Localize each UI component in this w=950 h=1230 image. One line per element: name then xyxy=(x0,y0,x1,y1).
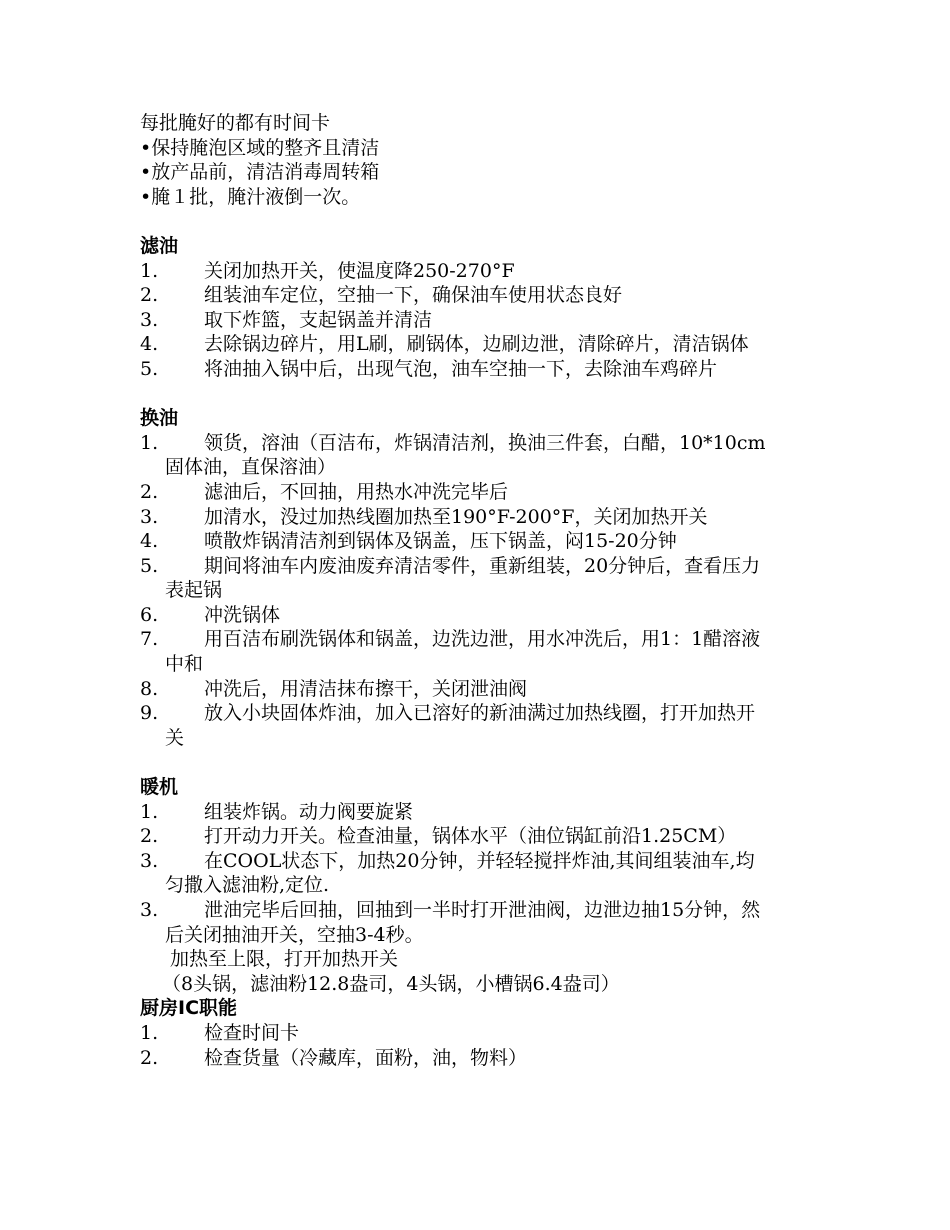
list-item xyxy=(140,1021,860,1046)
item-continuation: 后关闭抽油开关，空抽3-4秒。 xyxy=(165,923,424,946)
item-continuation: 中和 xyxy=(165,653,204,676)
list-item xyxy=(140,554,860,579)
intro-line: 每批腌好的都有时间卡 xyxy=(140,112,331,134)
item-text: 加清水，没过加热线圈加热至190°F-200°F，关闭加热开关 xyxy=(204,505,708,528)
item-text: 组装油车定位，空抽一下，确保油车使用状态良好 xyxy=(204,284,623,307)
item-number: 2. xyxy=(140,825,159,848)
item-text: 喷散炸锅清洁剂到锅体及锅盖，压下锅盖，闷15-20分钟 xyxy=(204,530,677,553)
list-item xyxy=(140,259,860,284)
list-item xyxy=(140,800,860,825)
item-number: 1. xyxy=(140,259,159,282)
list-item xyxy=(140,505,860,530)
list-item xyxy=(140,283,860,308)
list-item xyxy=(140,849,860,874)
item-text: 在COOL状态下，加热20分钟，并轻轻搅拌炸油,其间组装油车,均 xyxy=(204,849,755,872)
item-text: 领货，溶油（百洁布，炸锅清洁剂，换油三件套，白醋，10*10cm xyxy=(204,431,766,454)
list-item xyxy=(140,529,860,554)
item-text: 取下炸篮，支起锅盖并清洁 xyxy=(204,308,433,331)
item-number: 7. xyxy=(140,628,159,651)
item-text: 打开动力开关。检查油量，锅体水平（油位锅缸前沿1.25CM） xyxy=(204,825,737,848)
item-text: 放入小块固体炸油，加入已溶好的新油满过加热线圈，打开加热开 xyxy=(204,702,756,725)
item-text: 用百洁布刷洗锅体和锅盖，边洗边泄，用水冲洗后，用1：1醋溶液 xyxy=(204,628,761,651)
list-item xyxy=(140,824,860,849)
item-number: 5. xyxy=(140,357,159,380)
item-text: 泄油完毕后回抽，回抽到一半时打开泄油阀，边泄边抽15分钟，然 xyxy=(204,899,761,921)
item-text: 期间将油车内废油废弃清洁零件，重新组装，20分钟后，查看压力 xyxy=(204,554,761,577)
item-text: 滤油后，不回抽，用热水冲洗完毕后 xyxy=(204,480,509,503)
item-number: 2. xyxy=(140,480,159,503)
item-continuation: 关 xyxy=(165,726,185,749)
item-text: 检查时间卡 xyxy=(204,1021,300,1044)
item-text: 冲洗后，用清洁抹布擦干，关闭泄油阀 xyxy=(204,677,528,700)
intro-bullet: •腌１批，腌汁液倒一次。 xyxy=(140,185,361,208)
intro-bullet: •保持腌泡区域的整齐且清洁 xyxy=(140,136,380,159)
item-number: 1. xyxy=(140,431,159,454)
item-text: 去除锅边碎片，用L刷，刷锅体，边刷边泄，清除碎片，清洁锅体 xyxy=(204,333,749,356)
list-item xyxy=(140,701,860,726)
note-heat: 加热至上限，打开加热开关 xyxy=(170,948,399,971)
item-text: 关闭加热开关，使温度降250-270°F xyxy=(204,259,515,282)
item-continuation: 表起锅 xyxy=(165,579,223,602)
list-item xyxy=(140,677,860,702)
note-filter-powder: （8头锅，滤油粉12.8盎司，4头锅，小槽锅6.4盎司） xyxy=(162,972,620,995)
item-number: 3. xyxy=(140,899,159,921)
document-page xyxy=(140,111,860,1070)
item-number: 6. xyxy=(140,603,159,626)
list-item xyxy=(140,480,860,505)
item-text: 检查货量（冷藏库，面粉，油，物料） xyxy=(204,1046,528,1069)
item-number: 4. xyxy=(140,333,159,356)
list-item xyxy=(140,603,860,628)
item-number: 3. xyxy=(140,849,159,872)
list-item xyxy=(140,1046,860,1071)
item-number: 8. xyxy=(140,677,159,700)
item-number: 1. xyxy=(140,800,159,823)
item-number: 9. xyxy=(140,702,159,725)
item-number: 5. xyxy=(140,554,159,577)
intro-bullet: •放产品前，清洁消毒周转箱 xyxy=(140,161,380,184)
item-continuation: 固体油，直保溶油） xyxy=(165,456,337,479)
list-item xyxy=(140,627,860,652)
item-number: 1. xyxy=(140,1021,159,1044)
list-item xyxy=(140,308,860,333)
section-heading-filter-oil: 滤油 xyxy=(140,234,179,257)
item-text: 组装炸锅。动力阀要旋紧 xyxy=(204,800,414,823)
item-number: 2. xyxy=(140,1046,159,1069)
item-number: 3. xyxy=(140,505,159,528)
list-item xyxy=(140,431,860,456)
item-continuation: 匀撒入滤油粉,定位. xyxy=(165,874,330,897)
item-number: 2. xyxy=(140,284,159,307)
item-text: 将油抽入锅中后，出现气泡，油车空抽一下，去除油车鸡碎片 xyxy=(204,357,718,380)
section-heading-kitchen-ic: 厨房IC职能 xyxy=(140,997,238,1020)
section-heading-change-oil: 换油 xyxy=(140,407,179,430)
item-text: 冲洗锅体 xyxy=(204,603,281,626)
list-item xyxy=(140,898,860,923)
list-item xyxy=(140,332,860,357)
item-number: 4. xyxy=(140,530,159,553)
item-number: 3. xyxy=(140,308,159,331)
section-heading-warm-up: 暖机 xyxy=(140,776,179,799)
list-item xyxy=(140,357,860,382)
